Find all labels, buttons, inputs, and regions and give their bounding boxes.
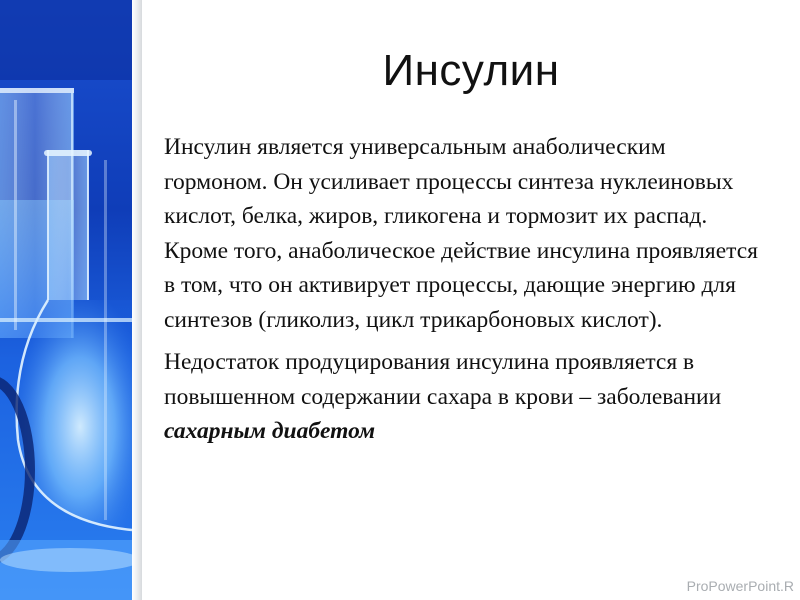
- watermark-text: ProPowerPoint.R: [686, 578, 794, 594]
- body-paragraph-2: [164, 345, 764, 449]
- slide-body: [164, 130, 764, 449]
- lab-glassware-image: [0, 0, 132, 600]
- decorative-stripe: [132, 0, 142, 600]
- slide-title: Инсулин: [382, 46, 560, 95]
- body-paragraph-2-text: Недостаток продуцирования инсулина проявляется в повышенном содержании сахара в крови – заболевании: [164, 349, 722, 410]
- body-paragraph-2-emphasis: сахарным диабетом: [164, 418, 376, 444]
- body-paragraph-1: Инсулин является универсальным анаболическим гормоном. Он усиливает процессы синтеза нуклеиновых кислот, белка, жиров, гликогена и тормозит их распад. Кроме того, анаболическое действие инсулина проявляется в том, что он активирует процессы, дающие энергию для синтезов (гликолиз, цикл трикарбоновых кислот).: [164, 134, 758, 333]
